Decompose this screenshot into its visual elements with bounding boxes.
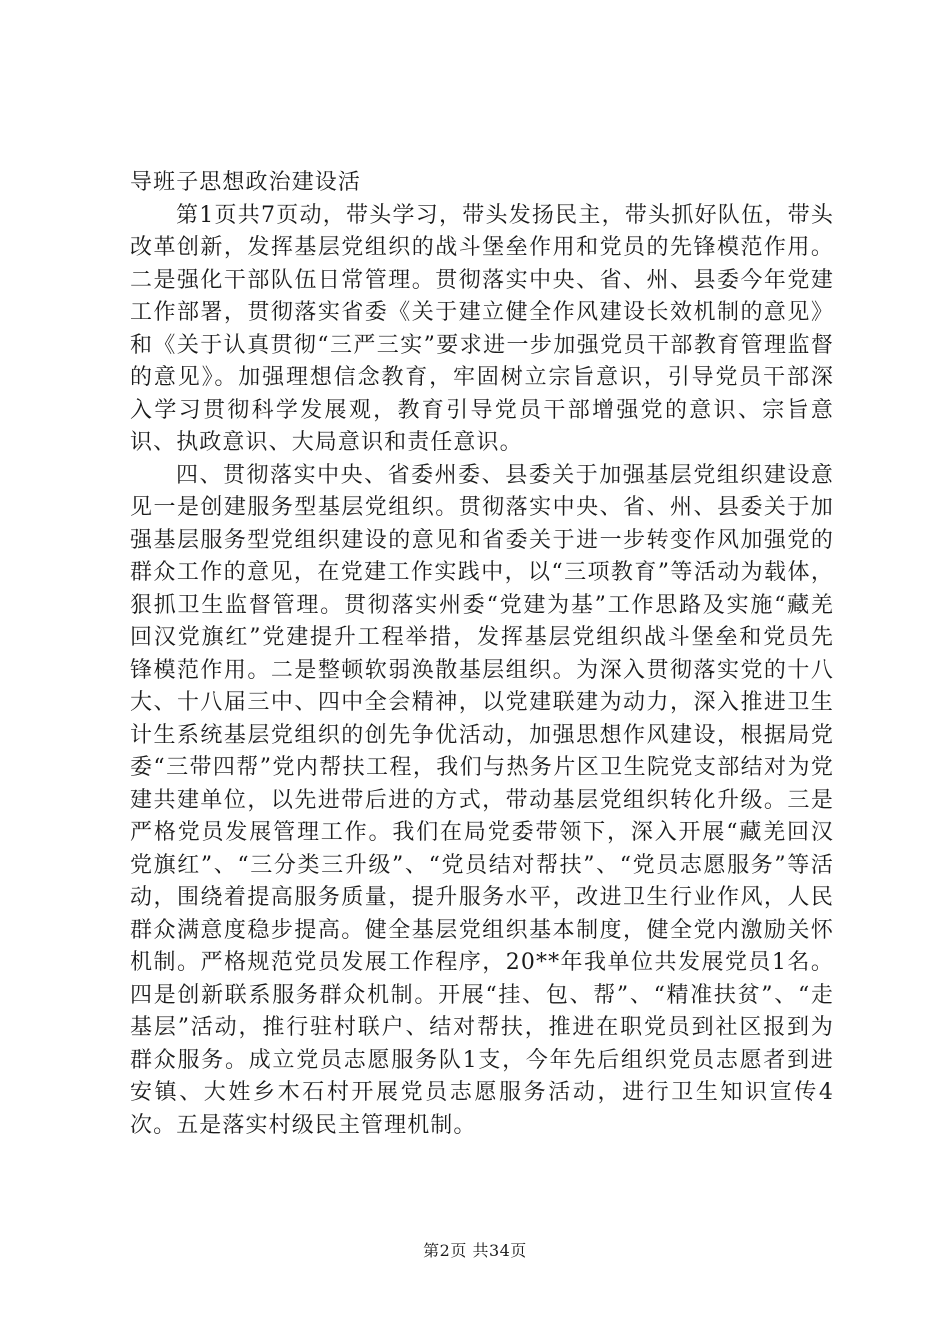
paragraph-section-four: 四、贯彻落实中央、省委州委、县委关于加强基层党组织建设意见一是创建服务型基层党组织。贯彻落实中央、省、州、县委关于加强基层服务型党组织建设的意见和省委关于进一步转变作风加强党的群众工作的意见，在党建工作实践中，以“三项教育”等活动为载体，狠抓卫生监督管理。贯彻落实州委“党建为基”工作思路及实施“藏羌回汉党旗红”党建提升工程举措，发挥基层党组织战斗堡垒和党员先锋模范作用。二是整顿软弱涣散基层组织。为深入贯彻落实党的十八大、十八届三中、四中全会精神，以党建联建为动力，深入推进卫生计生系统基层党组织的创先争优活动，加强思想作风建设，根据局党委“三带四帮”党内帮扶工程，我们与热务片区卫生院党支部结对为党建共建单位，以先进带后进的方式，带动基层党组织转化升级。三是严格党员发展管理工作。我们在局党委带领下，深入开展“藏羌回汉党旗红”、“三分类三升级”、“党员结对帮扶”、“党员志愿服务”等活动，围绕着提高服务质量，提升服务水平，改进卫生行业作风，人民群众满意度稳步提高。健全基层党组织基本制度，健全党内激励关怀机制。严格规范党员发展工作程序，20**年我单位共发展党员1名。四是创新联系服务群众机制。开展“挂、包、帮”、“精准扶贫”、“走基层”活动，推行驻村联户、结对帮扶，推进在职党员到社区报到为群众服务。成立党员志愿服务队1支，今年先后组织党员志愿者到进安镇、大姓乡木石村开展党员志愿服务活动，进行卫生知识宣传4次。五是落实村级民主管理机制。 xyxy=(130,462,834,1138)
paragraph-section-three: 第1页共7页动，带头学习，带头发扬民主，带头抓好队伍，带头改革创新，发挥基层党组织的战斗堡垒作用和党员的先锋模范作用。二是强化干部队伍日常管理。贯彻落实中央、省、州、县委今年党建工作部署，贯彻落实省委《关于建立健全作风建设长效机制的意见》和《关于认真贯彻“三严三实”要求进一步加强党员干部教育管理监督的意见》。加强理想信念教育，牢固树立宗旨意识，引导党员干部深入学习贯彻科学发展观，教育引导党员干部增强党的意识、宗旨意识、执政意识、大局意识和责任意识。 xyxy=(130,202,834,455)
page-footer: 第2页 共34页 xyxy=(423,1241,527,1260)
paragraph-continuation: 导班子思想政治建设活 xyxy=(130,170,362,195)
document-body xyxy=(130,167,834,1142)
